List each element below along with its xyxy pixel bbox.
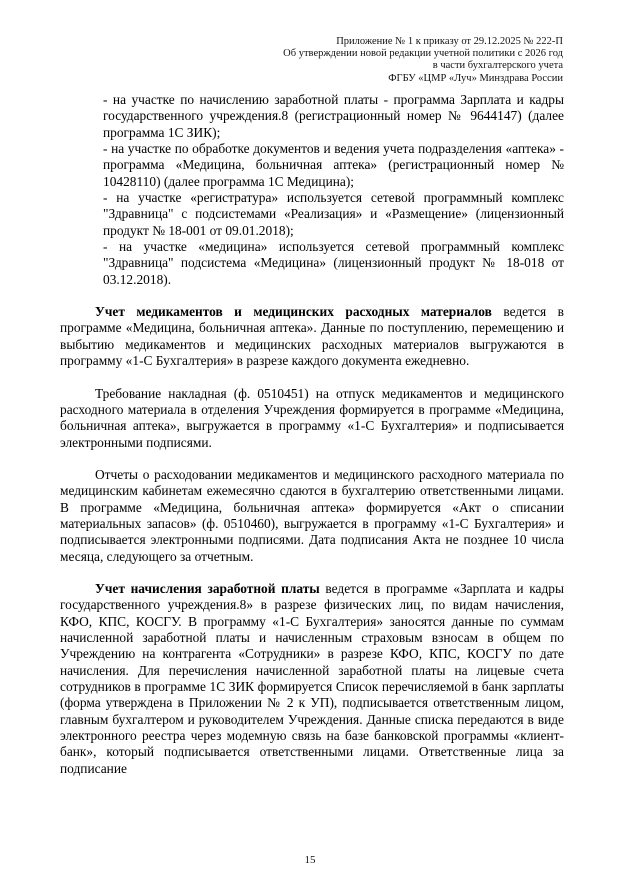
- paragraph-reports-text: Отчеты о расходовании медикаментов и медицинского расходного материала по медицинским кабинетам ежемесячно сдаются в бухгалтерию ответственными лицами. В программе «Медицина, больничная аптека» формируется «Акт о списании материальных запасов» (ф. 0510460), выгружается в программу «1-С Бухгалтерия» и подписывается электронными подписями. Дата подписания Акта не позднее 10 числа месяца, следующего за отчетным.: [60, 466, 564, 564]
- paragraph-medicines-accounting: [60, 304, 564, 369]
- paragraph-reports: [60, 467, 564, 565]
- list-item-payroll-program: - на участке по начислению заработной платы - программа Зарплата и кадры государственного учреждения.8 (регистрационный номер № 9644147) (далее программа 1С ЗИК);: [103, 92, 564, 140]
- paragraph-invoice-text: Требование накладная (ф. 0510451) на отпуск медикаментов и медицинского расходного материала в отделения Учреждения формируется в программе «Медицина, больничная аптека», выгружается в программу «1-С Бухгалтерия» и подписывается электронными подписями.: [60, 385, 564, 450]
- software-list: [103, 92, 564, 288]
- paragraph-payroll-accounting: [60, 581, 564, 777]
- list-item-registry-program: - на участке «регистратура» используется сетевой программный комплекс "Здравница" с подсистемами «Реализация» и «Размещение» (лицензионный продукт № 18-001 от 09.01.2018);: [103, 190, 564, 238]
- header-line-accounting: в части бухгалтерского учета: [432, 60, 563, 72]
- paragraph-medicines-text: ведется в программе «Медицина, больничная аптека». Данные по поступлению, перемещению и выбытию медикаментов и медицинских расходных материалов выгружаются в программу «1-С Бухгалтерия» в разрезе каждого документа ежедневно.: [60, 304, 564, 369]
- paragraph-payroll-text: ведется в программе «Зарплата и кадры государственного учреждения.8» в разрезе физических лиц, по видам начисления, КФО, КПС, КОСГУ. В программу «1-С Бухгалтерия» заносятся данные по суммам начисленной заработной платы и начисленным страховым взносам в общем по Учреждению на контрагента «Сотрудники» в разрезе КФО, КПС, КОСГУ по дате начисления. Для перечисления начисленной заработной платы на лицевые счета сотрудников в программе 1С ЗИК формируется Список перечисляемой в банк зарплаты (форма утверждена в Приложении № 2 к УП), подписывается ответственным лицом, главным бухгалтером и руководителем Учреждения. Данные списка передаются в виде электронного реестра через модемную связь на базе банковской программы «клиент-банк», который подписывается ответственными лицами. Ответственные лица за подписание: [60, 580, 564, 776]
- header-line-appendix: Приложение № 1 к приказу от 29.12.2025 № 222-П: [336, 36, 563, 47]
- page-number: 15: [304, 854, 316, 866]
- paragraph-medicines-lead: Учет медикаментов и медицинских расходных материалов: [95, 304, 492, 320]
- header-line-order: Об утверждении новой редакции учетной политики с 2026 год: [283, 48, 563, 60]
- document-header: [120, 36, 563, 85]
- list-item-medicine-program: - на участке «медицина» используется сетевой программный комплекс "Здравница" подсистема «Медицина» (лицензионный продукт № 18-018 от 03.12.2018).: [103, 239, 564, 287]
- paragraph-payroll-lead: Учет начисления заработной платы: [95, 580, 320, 596]
- document-body: [60, 92, 564, 777]
- paragraph-invoice: [60, 386, 564, 451]
- list-item-pharmacy-program: - на участке по обработке документов и ведения учета подразделения «аптека» - программа «Медицина, больничная аптека» (регистрационный номер № 10428110) (далее программа 1С Медицина);: [103, 141, 564, 189]
- header-line-organization: ФГБУ «ЦМР «Луч» Минздрава России: [388, 72, 563, 84]
